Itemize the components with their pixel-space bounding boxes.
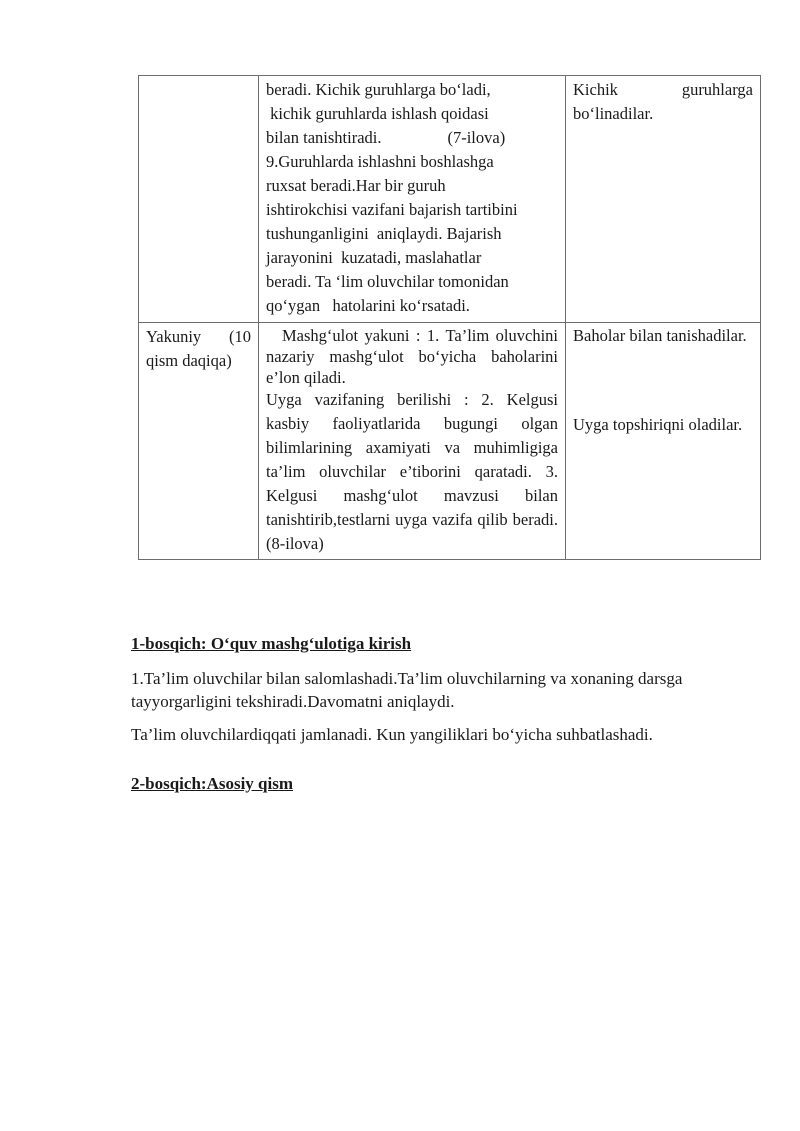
lesson-summary-text: Mashg‘ulot yakuni : 1. Ta’lim oluvchini nazariy mashg‘ulot bo‘yicha baholarini e’lon qiladi.	[266, 326, 558, 387]
teacher-line: beradi. Ta ‘lim oluvchilar tomonidan	[266, 272, 509, 291]
teacher-line: bilan tanishtiradi. (7-ilova)	[266, 128, 506, 147]
teacher-line: ruxsat beradi.Har bir guruh	[266, 176, 446, 195]
section-heading: 2-bosqich:Asosiy qism	[131, 774, 294, 793]
teacher-line: beradi. Kichik guruhlarga bo‘ladi,	[266, 80, 491, 99]
student-grades-text: Baholar bilan tanishadilar.	[573, 326, 747, 345]
teacher-activity-cell	[259, 76, 566, 323]
teacher-line: 9.Guruhlarda ishlashni boshlashga	[266, 152, 494, 171]
paragraph: 1.Ta’lim oluvchilar bilan salomlashadi.Ta’lim oluvchilarning va xonaning darsga tayyorgarligini tekshiradi.Davomatni aniqlaydi.	[131, 669, 683, 711]
table-row	[139, 323, 761, 560]
teacher-line: ishtirokchisi vazifani bajarish tartibini	[266, 200, 518, 219]
teacher-line: jarayonini kuzatadi, maslahatlar	[266, 248, 482, 267]
student-activity-cell: Kichik guruhlarga bo‘linadilar.	[566, 76, 761, 323]
stage-cell: Yakuniy (10 qism daqiqa)	[139, 323, 259, 560]
student-homework-text: Uyga topshiriqni oladilar.	[573, 415, 743, 434]
homework-text: Uyga vazifaning berilishi : 2. Kelgusi kasbiy faoliyatlarida bugungi olgan bilimlarining axamiyati va muhimligiga ta’lim oluvchilar e’tiborini qaratadi. 3. Kelgusi mashg‘ulot mavzusi bilan tanishtirib,testlarni uyga vazifa qilib beradi. (8-ilova)	[266, 390, 682, 553]
teacher-line: qo‘ygan hatolarini ko‘rsatadi.	[266, 296, 470, 315]
teacher-line: tushunganligini aniqlaydi. Bajarish	[266, 224, 502, 243]
stage-cell	[139, 76, 259, 323]
table-row	[139, 76, 761, 323]
teacher-line: kichik guruhlarda ishlash qoidasi	[266, 104, 489, 123]
section-heading: 1-bosqich: O‘quv mashg‘ulotiga kirish	[131, 634, 412, 653]
lesson-plan-table	[138, 75, 761, 560]
paragraph: Ta’lim oluvchilardiqqati jamlanadi. Kun yangiliklari bo‘yicha suhbatlashadi.	[131, 725, 653, 744]
